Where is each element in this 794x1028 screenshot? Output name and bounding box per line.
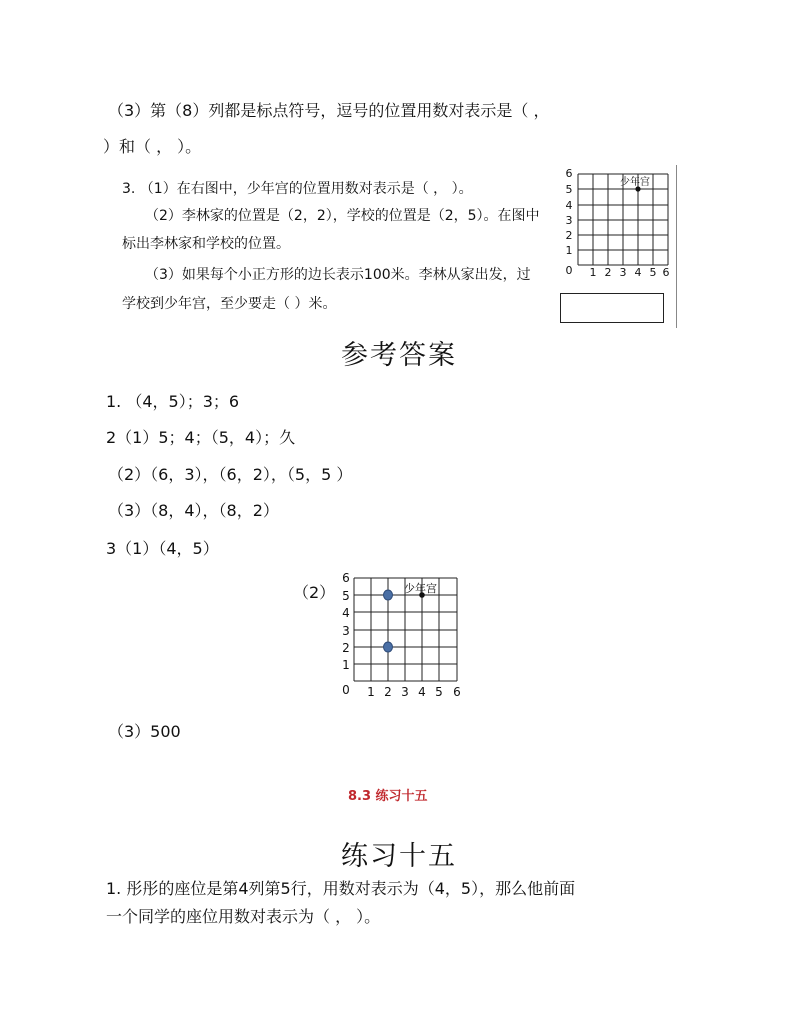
y-tick-3: 3: [565, 214, 573, 227]
answer-1: 1. （4，5）；3；6: [106, 392, 240, 411]
school-point: [384, 590, 393, 600]
youth-palace-label: 少年宫: [620, 177, 650, 188]
y-tick-4: 4: [565, 199, 573, 212]
y-tick-5: 5: [565, 183, 573, 196]
home-point: [384, 642, 393, 652]
ans-x-tick-3: 3: [401, 685, 409, 699]
x-tick-5: 5: [649, 266, 657, 279]
ans-y-tick-1: 1: [342, 658, 350, 672]
ans-x-tick-1: 1: [367, 685, 375, 699]
ans-x-tick-5: 5: [435, 685, 443, 699]
problem3-line2: （2）李林家的位置是（2，2），学校的位置是（2，5）。在图中: [145, 208, 540, 224]
problem3-line4: （3）如果每个小正方形的边长表示100米。李林从家出发，过: [145, 267, 531, 283]
x-tick-0: 0: [565, 264, 573, 277]
answer-2-3: （3）（8，4），（8，2）: [108, 501, 279, 520]
y-tick-1: 1: [565, 244, 573, 257]
answer-3-2-label: （2）: [293, 583, 336, 602]
exercise-q1-line1: 1. 彤彤的座位是第4列第5行，用数对表示为（4，5），那么他前面: [106, 879, 576, 898]
ans-y-tick-4: 4: [342, 606, 350, 620]
ans-x-tick-0: 0: [342, 683, 350, 697]
answer-coordinate-grid: [336, 570, 466, 700]
answer-3-1: 3（1）（4，5）: [106, 539, 219, 558]
ans-youth-palace-label: 少年宫: [404, 582, 437, 595]
x-tick-2: 2: [604, 266, 612, 279]
y-tick-2: 2: [565, 229, 573, 242]
ans-y-tick-2: 2: [342, 641, 350, 655]
problem3-line1: 3. （1）在右图中，少年宫的位置用数对表示是（ ， ）。: [122, 181, 473, 197]
ans-y-tick-5: 5: [342, 589, 350, 603]
ans-y-tick-3: 3: [342, 624, 350, 638]
q3-continuation-line2: ）和（ ， ）。: [103, 137, 202, 156]
answer-2-2: （2）（6，3），（6，2），（5，5 ）: [108, 465, 353, 484]
x-tick-1: 1: [589, 266, 597, 279]
small-coordinate-grid: [560, 165, 675, 280]
answers-heading: 参考答案: [341, 340, 457, 371]
column-divider: [676, 165, 677, 328]
exercise-q1-line2: 一个同学的座位用数对表示为（ ， ）。: [106, 907, 381, 926]
y-tick-6: 6: [565, 167, 573, 180]
x-tick-4: 4: [634, 266, 642, 279]
x-tick-3: 3: [619, 266, 627, 279]
x-tick-6: 6: [662, 266, 670, 279]
problem3-line5: 学校到少年宫，至少要走（ ）米。: [122, 296, 337, 312]
answer-2-1: 2（1）5；4；（5，4）；久: [106, 428, 296, 447]
answer-3-3: （3）500: [108, 722, 181, 741]
problem3-line3: 标出李林家和学校的位置。: [122, 236, 290, 252]
ans-x-tick-2: 2: [384, 685, 392, 699]
section-title: 练习十五: [341, 841, 457, 872]
blank-answer-box: [560, 293, 664, 323]
section-subtitle: 8.3 练习十五: [348, 789, 428, 804]
ans-y-tick-6: 6: [342, 571, 350, 585]
q3-continuation-line1: （3）第（8）列都是标点符号，逗号的位置用数对表示是（ ，: [108, 101, 550, 120]
ans-x-tick-4: 4: [418, 685, 426, 699]
ans-x-tick-6: 6: [453, 685, 461, 699]
